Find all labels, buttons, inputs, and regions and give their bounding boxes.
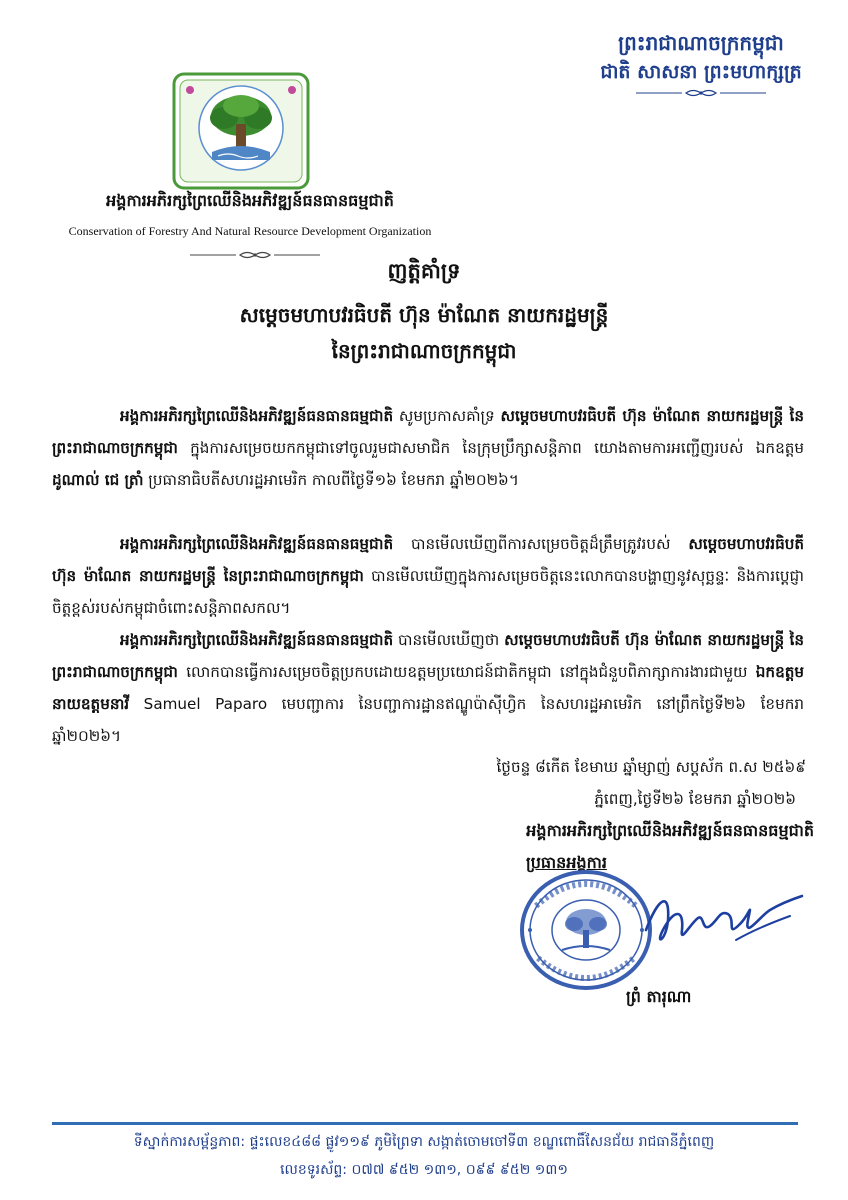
body-paragraph-2	[52, 528, 804, 624]
document-title: ញត្តិគាំទ្រ	[387, 258, 461, 283]
bold-text-run: សម្តេចមហាបវរធិបតី ហ៊ុន ម៉ាណែត នាយករដ្ឋមន្ត្រី នៃព្រះរាជាណាចក្រកម្ពុជា	[52, 535, 804, 585]
text-run: ប្រធានាធិបតីសហរដ្ឋអាមេរិក កាលពីថ្ងៃទី១៦ ខែមករា ឆ្នាំ២០២៦។	[143, 471, 519, 489]
text-run: បានមើលឃើញក្នុងការសម្រេចចិត្តនេះលោកបានបង្ហាញនូវសុច្ឆន្ទៈ និងការប្តេជ្ញាចិត្តខ្ពស់របស់កម្ពុជាចំពោះសន្តិភាពសកល។	[52, 567, 804, 617]
kingdom-header	[576, 28, 826, 98]
body-paragraph-1	[52, 400, 804, 496]
kingdom-name: ព្រះរាជាណាចក្រកម្ពុជា	[618, 31, 784, 55]
handwritten-signature	[640, 880, 810, 960]
signature-role: ប្រធានអង្គការ	[526, 853, 607, 872]
document-subtitle: សម្តេចមហាបវរធិបតី ហ៊ុន ម៉ាណែត នាយករដ្ឋមន្ត្រី	[239, 303, 609, 327]
place-date: ភ្នំពេញ,ថ្ងៃទី២៦ ខែមករា ឆ្នាំ២០២៦	[594, 790, 796, 808]
kingdom-motto: ជាតិ សាសនា ព្រះមហាក្សត្រ	[600, 61, 802, 83]
organization-logo	[172, 72, 310, 190]
document-subtitle-2: នៃព្រះរាជាណាចក្រកម្ពុជា	[331, 339, 517, 363]
ornament-divider-icon	[636, 88, 766, 98]
footer-phone: លេខទូរស័ព្ទ: ០៧៧ ៩៥២ ១៣១, ០៩៩ ៩៥២ ១៣១	[280, 1162, 568, 1178]
signer-name: ព្រំ តារុណា	[626, 987, 692, 1006]
organization-name-en: Conservation of Forestry And Natural Resource Development Organization	[68, 224, 432, 238]
text-run: បានមើលឃើញពីការសម្រេចចិត្តដ៏ត្រឹមត្រូវរបស់	[393, 535, 689, 553]
bold-text-run: សម្តេចមហាបវរធិបតី ហ៊ុន ម៉ាណែត នាយករដ្ឋមន្ត្រី នៃព្រះរាជាណាចក្រកម្ពុជា	[52, 631, 804, 681]
footer-divider	[52, 1122, 798, 1125]
signature-organization: អង្គការអភិរក្សព្រៃឈើនិងអភិវឌ្ឍន៍ធនធានធម្មជាតិ	[526, 821, 814, 840]
bold-text-run: សម្តេចមហាបវរធិបតី ហ៊ុន ម៉ាណែត នាយករដ្ឋមន្ត្រី នៃព្រះរាជាណាចក្រកម្ពុជា	[52, 407, 804, 457]
bold-text-run: ដូណាល់ ជេ ត្រាំ	[52, 471, 144, 489]
text-run: លោកបានធ្វើការសម្រេចចិត្តប្រកបដោយឧត្តមប្រយោជន៍ជាតិកម្ពុជា នៅក្នុងជំនួបពិភាក្សាការងារជាមួយ	[177, 663, 756, 681]
lunar-date: ថ្ងៃចន្ទ ៨កើត ខែមាឃ ឆ្នាំម្សាញ់ សប្តស័ក ព.ស ២៥៦៩	[496, 758, 806, 776]
text-run: ក្នុងការសម្រេចយកកម្ពុជាទៅចូលរួមជាសមាជិក នៃក្រុមប្រឹក្សាសន្តិភាព យោងតាមការអញ្ជើញរបស់ ឯកឧត្តម	[177, 439, 804, 457]
organization-name-kh: អង្គការអភិរក្សព្រៃឈើនិងអភិវឌ្ឍន៍ធនធានធម្មជាតិ	[106, 191, 394, 210]
text-run: បានមើលឃើញថា	[393, 631, 505, 649]
body-paragraph-3	[52, 624, 804, 752]
bold-text-run: ឯកឧត្តមនាយឧត្តមនាវី	[52, 663, 804, 713]
bold-text-run: អង្គការអភិរក្សព្រៃឈើនិងអភិវឌ្ឍន៍ធនធានធម្មជាតិ	[120, 407, 394, 425]
bold-text-run: អង្គការអភិរក្សព្រៃឈើនិងអភិវឌ្ឍន៍ធនធានធម្មជាតិ	[120, 631, 394, 649]
footer-address: ទីស្នាក់ការសម្ព័ន្ធភាព: ផ្ទះលេខ៤៨៨ ផ្លូវ១១៩ ភូមិព្រៃទា សង្កាត់ចោមចៅទី៣ ខណ្ឌពោធិ៍សែនជ័យ រាជធានីភ្នំពេញ	[133, 1134, 715, 1150]
bold-text-run: អង្គការអភិរក្សព្រៃឈើនិងអភិវឌ្ឍន៍ធនធានធម្មជាតិ	[120, 535, 394, 553]
text-run: Samuel Paparo មេបញ្ជាការ នៃបញ្ជាការដ្ឋានឥណ្ឌូប៉ាស៊ីហ្វិក នៃសហរដ្ឋអាមេរិក នៅព្រឹកថ្ងៃទី២៦ ខែមករា ឆ្នាំ២០២៦។	[52, 695, 804, 745]
text-run: សូមប្រកាសគាំទ្រ	[393, 407, 501, 425]
